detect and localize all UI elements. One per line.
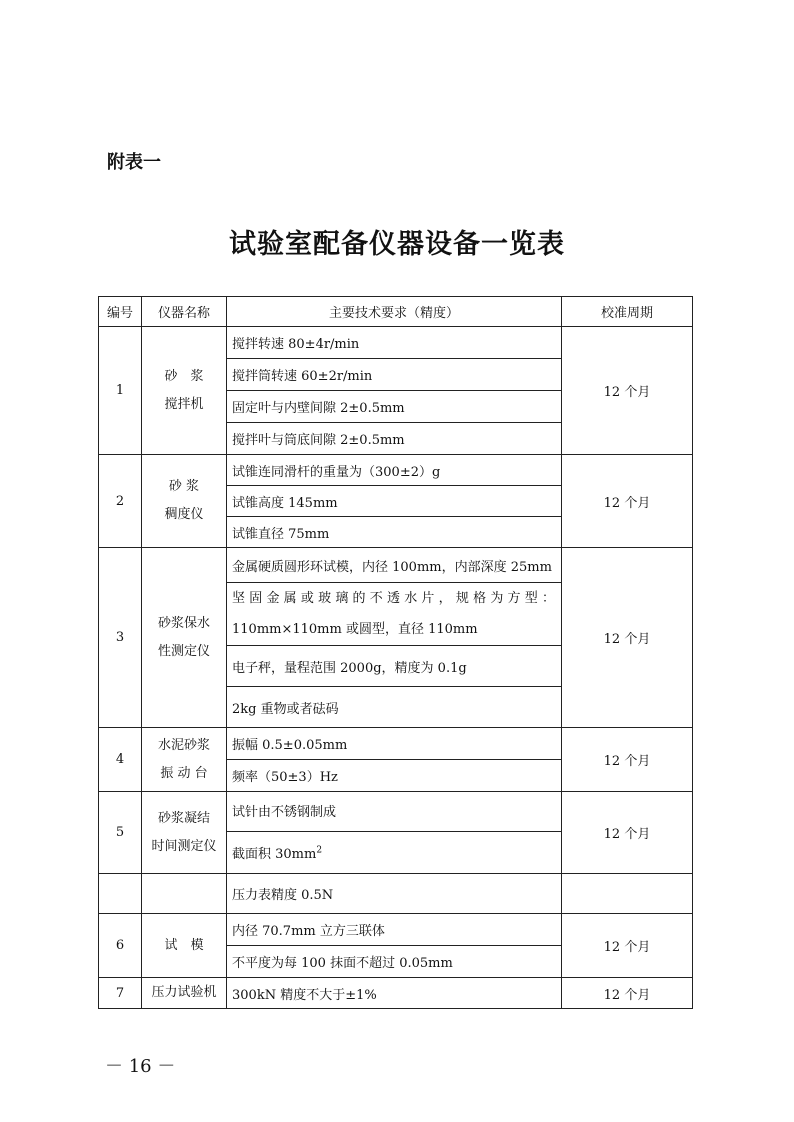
requirement: 搅拌叶与筒底间隙 2±0.5mm [227,423,562,455]
calibration-period: 12 个月 [562,978,693,1009]
instrument-name [142,327,227,455]
page-title: 试验室配备仪器设备一览表 [229,229,565,260]
calibration-period: 12 个月 [562,548,693,728]
name-line: 搅拌机 [164,396,204,412]
requirement: 金属硬质圆形环试模，内径 100mm，内部深度 25mm [227,548,562,583]
calibration-period: 12 个月 [562,914,693,978]
requirement: 试锥直径 75mm [227,517,562,548]
instrument-name: 压力试验机 [142,978,227,1009]
requirement: 压力表精度 0.5N [227,874,562,914]
header-calibration-period: 校准周期 [562,297,693,327]
requirement: 固定叶与内壁间隙 2±0.5mm [227,391,562,423]
row-number: 5 [99,792,142,874]
name-line: 砂浆凝结 [157,810,210,826]
requirement: 试锥高度 145mm [227,486,562,517]
requirement-line: 截面积 30mm [232,847,317,862]
requirement: 频率（50±3）Hz [227,760,562,792]
requirement: 试锥连同滑杆的重量为（300±2）g [227,455,562,486]
calibration-period: 12 个月 [562,327,693,455]
table-row [99,548,693,583]
table-row [99,792,693,832]
table-row [99,327,693,359]
table-row [99,455,693,486]
row-number: 3 [99,548,142,728]
page-number: － 16 － [105,1056,176,1077]
instrument-name [142,874,227,914]
appendix-label: 附表一 [107,152,161,173]
requirement: 2kg 重物或者砝码 [227,687,562,728]
name-line: 振 动 台 [160,765,208,781]
requirement: 搅拌转速 80±4r/min [227,327,562,359]
name-line: 性测定仪 [157,643,210,659]
name-line: 砂 浆 [168,479,200,494]
name-line: 水泥砂浆 [157,737,210,753]
calibration-period: 12 个月 [562,792,693,874]
calibration-period: 12 个月 [562,728,693,792]
name-line: 砂 浆 [164,368,204,384]
requirement [227,832,562,874]
row-number: 1 [99,327,142,455]
instrument-name [142,455,227,548]
calibration-period [562,874,693,914]
instrument-name: 试 模 [142,914,227,978]
requirement-line: 110mm×110mm 或圆型，直径 110mm [232,622,478,637]
name-line: 时间测定仪 [151,838,217,854]
header-number: 编号 [99,297,142,327]
requirement [227,583,562,646]
requirement: 不平度为每 100 抹面不超过 0.05mm [227,946,562,978]
name-line: 砂浆保水 [157,615,210,631]
row-number: 7 [99,978,142,1009]
table-header-row [99,297,693,327]
requirement: 内径 70.7mm 立方三联体 [227,914,562,946]
header-instrument-name: 仪器名称 [142,297,227,327]
equipment-table [98,296,693,1009]
header-requirements: 主要技术要求（精度） [227,297,562,327]
row-number: 2 [99,455,142,548]
row-number: 6 [99,914,142,978]
instrument-name [142,728,227,792]
requirement: 试针由不锈钢制成 [227,792,562,832]
instrument-name [142,792,227,874]
row-number: 4 [99,728,142,792]
row-number [99,874,142,914]
instrument-name [142,548,227,728]
superscript-exponent: 2 [316,845,323,856]
table-row [99,978,693,1009]
name-line: 稠度仪 [164,507,204,522]
requirement: 300kN 精度不大于±1% [227,978,562,1009]
table-row [99,914,693,946]
table-row [99,874,693,914]
requirement: 电子秤，量程范围 2000g，精度为 0.1g [227,646,562,687]
requirement: 搅拌筒转速 60±2r/min [227,359,562,391]
requirement: 振幅 0.5±0.05mm [227,728,562,760]
calibration-period: 12 个月 [562,455,693,548]
requirement-line: 坚固金属或玻璃的不透水片，规格为方型： [232,591,555,606]
table-row [99,728,693,760]
